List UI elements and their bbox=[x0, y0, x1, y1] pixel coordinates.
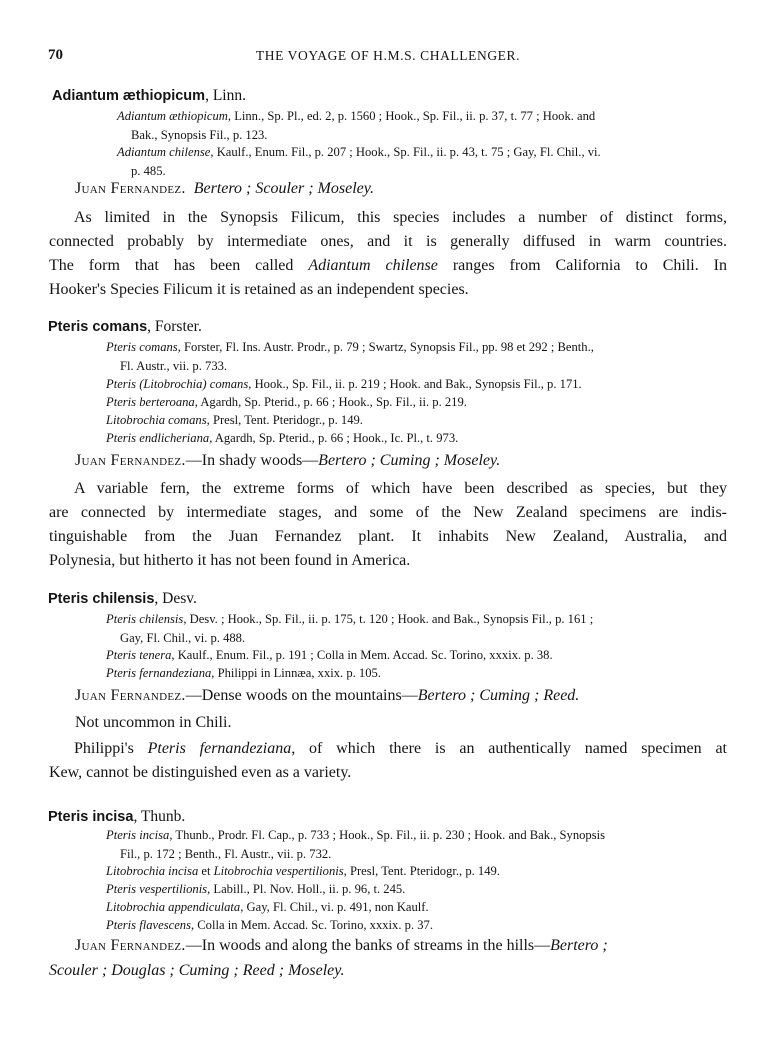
synonym-citation: , Thunb., Prodr. Fl. Cap., p. 733 ; Hook., Sp. Fil., ii. p. 230 ; Hook. and Bak., Synopsis bbox=[169, 828, 606, 842]
synonym bbox=[106, 664, 381, 683]
synonym-name: Litobrochia vespertilionis bbox=[213, 864, 344, 878]
synonym-citation: , Presl, Tent. Pteridogr., p. 149. bbox=[206, 413, 363, 427]
synonym-citation: , Philippi in Linnæa, xxix. p. 105. bbox=[211, 666, 381, 680]
collectors: Scouler ; Douglas ; Cuming ; Reed ; Moseley. bbox=[49, 962, 345, 979]
species-name: Adiantum æthiopicum bbox=[52, 88, 206, 104]
species-heading bbox=[52, 87, 246, 105]
synonym-citation: , Presl, Tent. Pteridogr., p. 149. bbox=[343, 864, 500, 878]
synonym-citation: Bak., Synopsis Fil., p. 123. bbox=[131, 128, 268, 142]
locality-place: Juan Fernandez. bbox=[75, 687, 186, 704]
synonym-name: Pteris incisa bbox=[106, 828, 170, 842]
species-heading bbox=[48, 808, 185, 826]
synonym-citation: p. 485. bbox=[131, 164, 166, 178]
text-line: tinguishable from the Juan Fernandez plant. It inhabits New Zealand, Australia, and bbox=[49, 528, 727, 545]
text-line: Kew, cannot be distinguished even as a variety. bbox=[49, 764, 352, 781]
paragraph bbox=[49, 737, 727, 785]
synonym bbox=[117, 143, 601, 181]
synonym bbox=[106, 411, 363, 430]
species-heading bbox=[48, 318, 202, 336]
synonym bbox=[106, 429, 458, 448]
synonym-citation: , Agardh, Sp. Pterid., p. 66 ; Hook., Sp. Fil., ii. p. 219. bbox=[194, 395, 467, 409]
species-heading bbox=[48, 590, 197, 608]
synonym-citation: Fl. Austr., vii. p. 733. bbox=[120, 359, 228, 373]
synonym-citation: Gay, Fl. Chil., vi. p. 488. bbox=[120, 631, 246, 645]
text-line: A variable fern, the extreme forms of which have been described as species, but they bbox=[74, 480, 727, 497]
text-line: are connected by intermediate stages, and some of the New Zealand specimens are indis- bbox=[49, 504, 727, 521]
paragraph bbox=[49, 477, 727, 573]
species-authority: , Forster. bbox=[147, 318, 202, 335]
collectors: Bertero ; bbox=[550, 937, 608, 954]
synonym bbox=[106, 393, 467, 412]
locality-continuation bbox=[49, 962, 344, 980]
synonym-citation: , Agardh, Sp. Pterid., p. 66 ; Hook., Ic. Pl., t. 973. bbox=[209, 431, 459, 445]
synonym-name: Litobrochia comans bbox=[106, 413, 207, 427]
species-name: Pteris comans bbox=[48, 319, 148, 335]
text-line: Polynesia, but hitherto it has not been found in America. bbox=[49, 552, 411, 569]
species-authority: , Thunb. bbox=[133, 808, 186, 825]
locality-place: Juan Fernandez. bbox=[75, 937, 186, 954]
locality-habitat: —In shady woods— bbox=[185, 452, 319, 469]
synonym-name: Litobrochia appendiculata bbox=[106, 900, 241, 914]
text-line: Philippi's Pteris fernandeziana, of which there is an authentically named specimen at bbox=[74, 740, 727, 757]
synonym bbox=[106, 375, 582, 394]
synonym-citation: , Labill., Pl. Nov. Holl., ii. p. 96, t. 245. bbox=[207, 882, 406, 896]
text-line: connected probably by intermediate ones, and it is generally diffused in warm countries. bbox=[49, 233, 727, 250]
synonym-citation: , Forster, Fl. Ins. Austr. Prodr., p. 79 ; Swartz, Synopsis Fil., pp. 98 et 292 ; Benth., bbox=[177, 340, 594, 354]
page-number: 70 bbox=[48, 47, 63, 63]
synonym-name: Pteris chilensis bbox=[106, 612, 184, 626]
species-name: Pteris incisa bbox=[48, 809, 134, 825]
synonym-name: Adiantum chilense bbox=[117, 145, 211, 159]
text-line: Hooker's Species Filicum it is retained as an independent species. bbox=[49, 281, 469, 298]
synonym-citation: , Desv. ; Hook., Sp. Fil., ii. p. 175, t. 120 ; Hook. and Bak., Synopsis Fil., p. 161 ; bbox=[183, 612, 594, 626]
synonym bbox=[106, 338, 594, 376]
synonym-name: Pteris vespertilionis bbox=[106, 882, 208, 896]
locality bbox=[75, 687, 579, 705]
running-title: THE VOYAGE OF H.M.S. CHALLENGER. bbox=[255, 48, 521, 63]
locality bbox=[75, 180, 374, 198]
synonym-name: Pteris berteroana bbox=[106, 395, 195, 409]
paragraph bbox=[49, 206, 727, 302]
species-authority: , Desv. bbox=[154, 590, 197, 607]
synonym-name: Litobrochia incisa bbox=[106, 864, 199, 878]
synonym-citation: , Hook., Sp. Fil., ii. p. 219 ; Hook. and Bak., Synopsis Fil., p. 171. bbox=[248, 377, 582, 391]
species-authority: , Linn. bbox=[205, 87, 246, 104]
synonym-citation: Fil., p. 172 ; Benth., Fl. Austr., vii. p. 732. bbox=[120, 847, 332, 861]
synonym-name: Pteris (Litobrochia) comans bbox=[106, 377, 249, 391]
collectors: Bertero ; Cuming ; Moseley. bbox=[318, 452, 501, 469]
text-line: The form that has been called Adiantum chilense ranges from California to Chili. In bbox=[49, 257, 728, 274]
species-name: Pteris chilensis bbox=[48, 591, 155, 607]
text-line: As limited in the Synopsis Filicum, this species includes a number of distinct forms, bbox=[74, 209, 727, 226]
synonym-name: Pteris tenera bbox=[106, 648, 172, 662]
synonym-citation: , Gay, Fl. Chil., vi. p. 491, non Kaulf. bbox=[240, 900, 429, 914]
locality-place: Juan Fernandez. bbox=[75, 452, 186, 469]
synonym-citation: , Colla in Mem. Accad. Sc. Torino, xxxix. p. 37. bbox=[190, 918, 433, 932]
synonym bbox=[106, 826, 605, 864]
synonym-citation: , Kaulf., Enum. Fil., p. 191 ; Colla in Mem. Accad. Sc. Torino, xxxix. p. 38. bbox=[171, 648, 553, 662]
note: Not uncommon in Chili. bbox=[75, 714, 232, 731]
synonym bbox=[106, 610, 593, 648]
locality bbox=[75, 452, 500, 470]
locality-habitat: —Dense woods on the mountains— bbox=[185, 687, 418, 704]
synonym-name: Adiantum æthiopicum bbox=[117, 109, 228, 123]
synonym-name: Pteris endlicheriana bbox=[106, 431, 210, 445]
synonym bbox=[106, 898, 429, 917]
locality bbox=[75, 937, 608, 955]
synonym-name: Pteris flavescens bbox=[106, 918, 191, 932]
synonym bbox=[106, 646, 553, 665]
locality-place: Juan Fernandez. bbox=[75, 180, 186, 197]
synonym-citation: , Kaulf., Enum. Fil., p. 207 ; Hook., Sp. Fil., ii. p. 43, t. 75 ; Gay, Fl. Chil., vi. bbox=[210, 145, 601, 159]
synonym-name: Pteris comans bbox=[106, 340, 178, 354]
collectors: Bertero ; Cuming ; Reed. bbox=[417, 687, 580, 704]
synonym bbox=[106, 880, 405, 899]
synonym bbox=[106, 862, 500, 881]
synonym-citation: , Linn., Sp. Pl., ed. 2, p. 1560 ; Hook., Sp. Fil., ii. p. 37, t. 77 ; Hook. and bbox=[227, 109, 596, 123]
synonym bbox=[106, 916, 433, 935]
synonym-citation: et bbox=[198, 864, 214, 878]
locality-habitat: —In woods and along the banks of streams in the hills— bbox=[185, 937, 551, 954]
collectors: Bertero ; Scouler ; Moseley. bbox=[193, 180, 374, 197]
synonym-name: Pteris fernandeziana bbox=[106, 666, 212, 680]
synonym bbox=[117, 107, 595, 145]
